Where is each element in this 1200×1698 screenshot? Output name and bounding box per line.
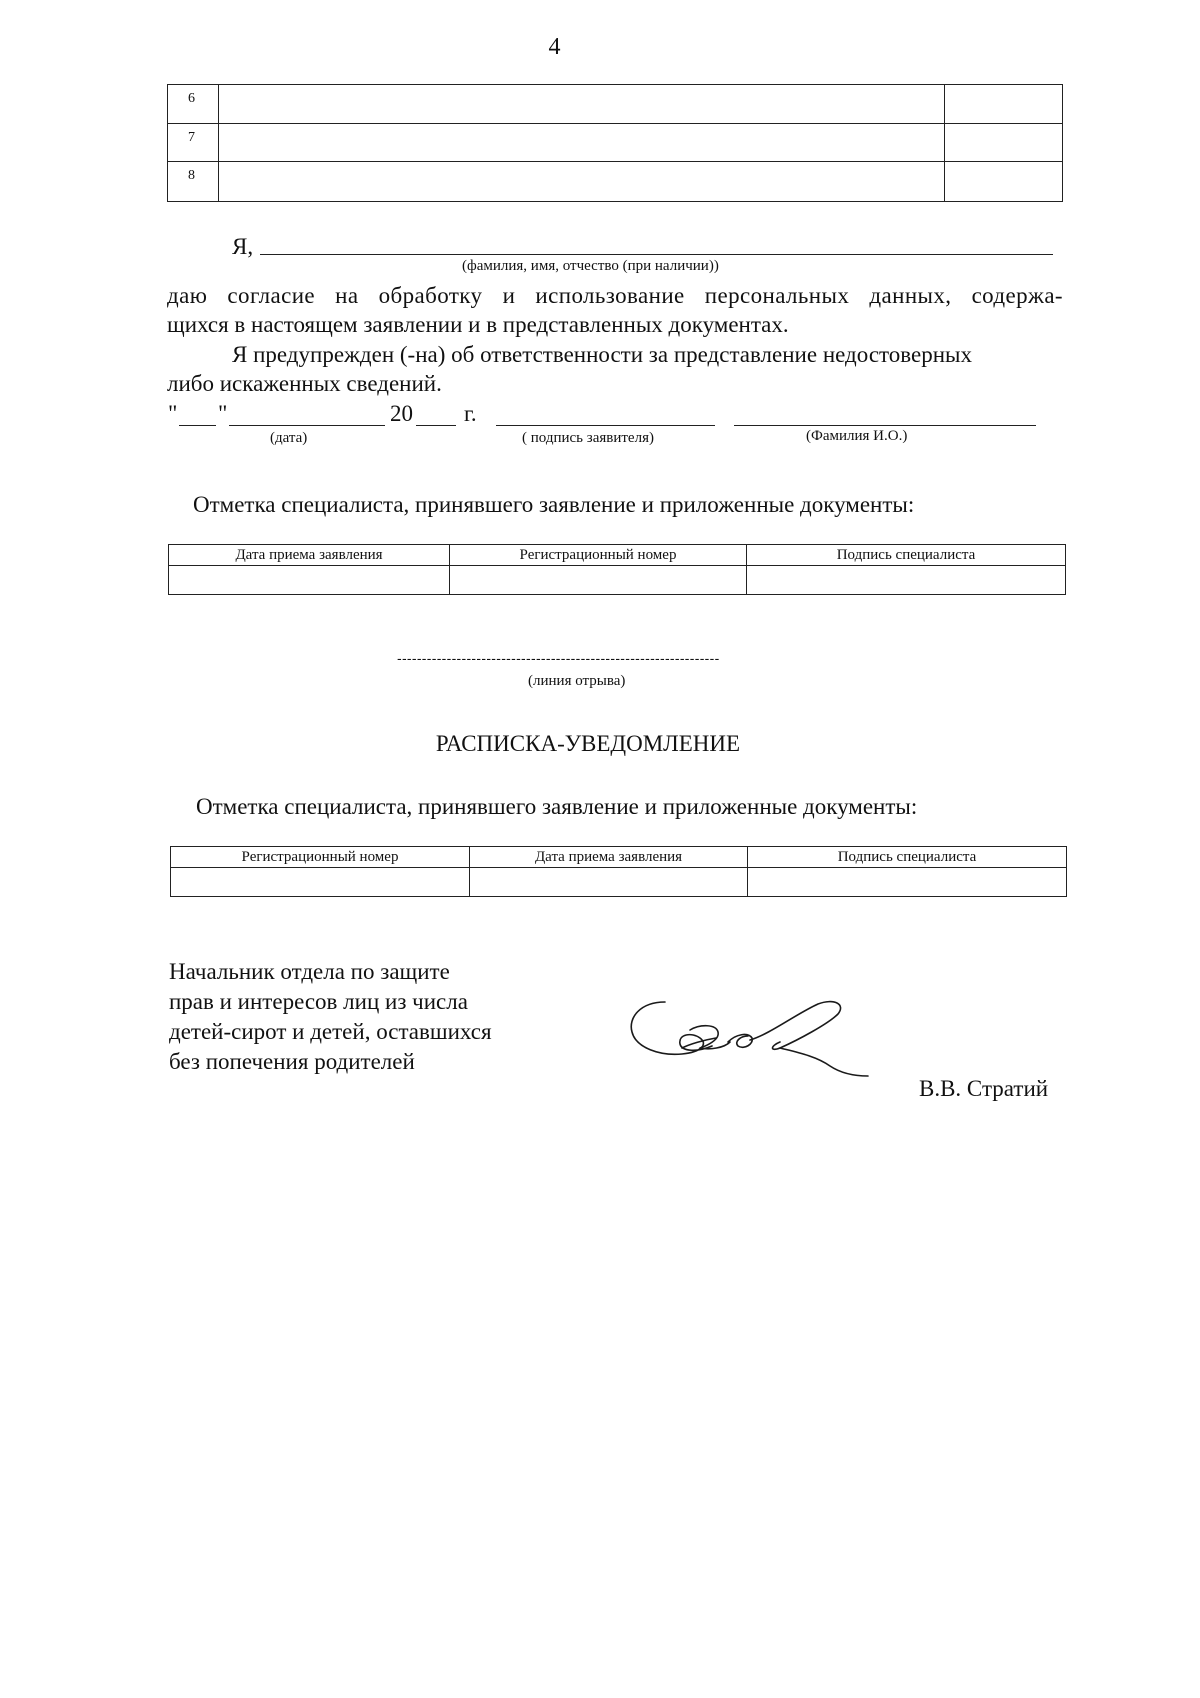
name-line xyxy=(260,254,1053,255)
signatory-position xyxy=(169,957,492,1077)
warning-text-line1: Я предупрежден (-на) об ответственности за представление недостоверных xyxy=(232,342,972,367)
consent-text-line1: даю согласие на обработку и использование персональных данных, содержа- xyxy=(167,283,1063,308)
tear-line-caption: (линия отрыва) xyxy=(528,673,626,689)
year-suffix: г. xyxy=(464,401,477,426)
row-number: 6 xyxy=(168,85,219,124)
table-cell xyxy=(171,868,470,897)
table-header-row xyxy=(171,847,1067,868)
month-line xyxy=(229,425,385,426)
column-header: Подпись специалиста xyxy=(747,545,1066,566)
table-cell xyxy=(470,868,748,897)
quote-open: " xyxy=(168,401,178,426)
position-line: Начальник отдела по защите xyxy=(169,959,450,984)
handwritten-signature xyxy=(620,990,880,1085)
document-cell xyxy=(219,162,945,202)
signatory-name: В.В. Стратий xyxy=(919,1076,1049,1101)
page-number: 4 xyxy=(548,34,561,60)
position-line: детей-сирот и детей, оставшихся xyxy=(169,1019,492,1044)
year-line xyxy=(416,425,456,426)
signature-caption: ( подпись заявителя) xyxy=(522,430,654,446)
extra-cell xyxy=(945,124,1063,162)
column-header: Регистрационный номер xyxy=(171,847,470,868)
tear-line: ----------------------------------------------------------------- xyxy=(397,650,720,666)
column-header: Дата приема заявления xyxy=(169,545,450,566)
receipt-heading: Отметка специалиста, принявшего заявление и приложенные документы: xyxy=(196,794,918,819)
table-cell xyxy=(748,868,1067,897)
specialist-mark-heading: Отметка специалиста, принявшего заявление и приложенные документы: xyxy=(193,492,915,517)
document-cell xyxy=(219,124,945,162)
position-line: прав и интересов лиц из числа xyxy=(169,989,468,1014)
date-caption: (дата) xyxy=(270,430,308,446)
consent-prefix: Я, xyxy=(232,234,254,259)
extra-cell xyxy=(945,85,1063,124)
table-cell xyxy=(169,566,450,595)
table-header-row xyxy=(169,545,1066,566)
surname-caption: (Фамилия И.О.) xyxy=(806,428,908,444)
column-header: Дата приема заявления xyxy=(470,847,748,868)
column-header: Регистрационный номер xyxy=(450,545,747,566)
column-header: Подпись специалиста xyxy=(748,847,1067,868)
table-row xyxy=(168,124,1063,162)
document-cell xyxy=(219,85,945,124)
table-cell xyxy=(450,566,747,595)
extra-cell xyxy=(945,162,1063,202)
row-number: 7 xyxy=(168,124,219,162)
row-number: 8 xyxy=(168,162,219,202)
year-prefix: 20 xyxy=(390,401,413,426)
receipt-title: РАСПИСКА-УВЕДОМЛЕНИЕ xyxy=(435,731,741,756)
quote-close: " xyxy=(218,401,228,426)
position-line: без попечения родителей xyxy=(169,1049,415,1074)
table-cell xyxy=(747,566,1066,595)
table-row xyxy=(168,85,1063,124)
warning-text-line2: либо искаженных сведений. xyxy=(167,371,442,396)
table-row xyxy=(168,162,1063,202)
table-row xyxy=(169,566,1066,595)
specialist-mark-table xyxy=(168,544,1066,595)
signature-line xyxy=(496,425,715,426)
receipt-table xyxy=(170,846,1067,897)
day-line xyxy=(179,425,216,426)
name-caption: (фамилия, имя, отчество (при наличии)) xyxy=(462,258,719,274)
table-row xyxy=(171,868,1067,897)
consent-text-line2: щихся в настоящем заявлении и в представленных документах. xyxy=(167,312,789,337)
documents-table xyxy=(167,84,1063,202)
surname-line xyxy=(734,425,1036,426)
